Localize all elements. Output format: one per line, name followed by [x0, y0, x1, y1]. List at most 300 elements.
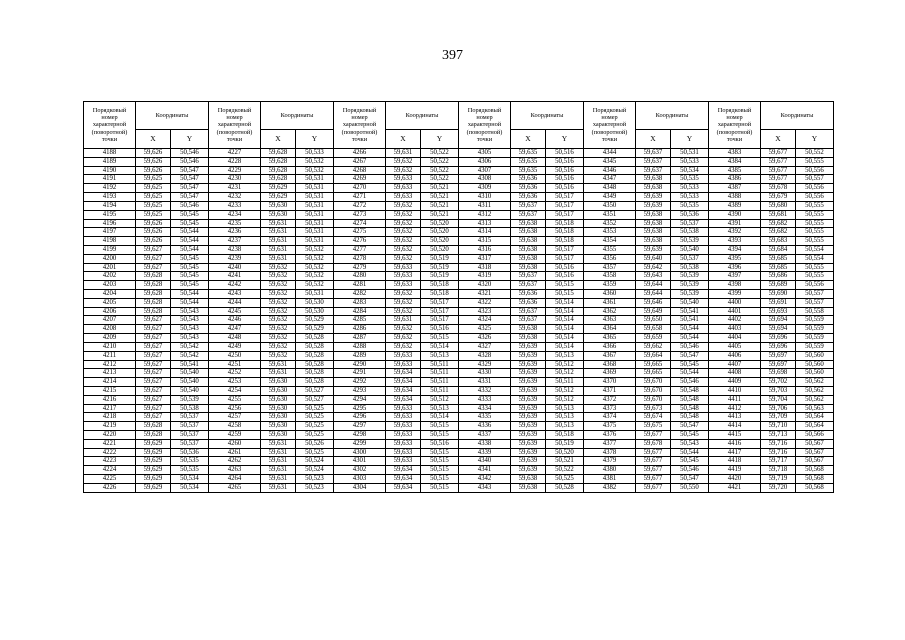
y-coordinate-cell: 50,535	[171, 457, 209, 466]
x-coordinate-cell: 59,697	[761, 351, 796, 360]
x-coordinate-cell: 59,639	[511, 431, 546, 440]
point-number-cell: 4211	[84, 351, 136, 360]
x-coordinate-cell: 59,631	[261, 237, 296, 246]
x-coordinate-cell: 59,632	[261, 316, 296, 325]
x-coordinate-cell: 59,677	[636, 448, 671, 457]
x-coordinate-cell: 59,632	[386, 166, 421, 175]
y-coordinate-cell: 50,539	[671, 290, 709, 299]
y-coordinate-cell: 50,545	[671, 360, 709, 369]
y-coordinate-cell: 50,543	[171, 316, 209, 325]
y-coordinate-cell: 50,536	[171, 448, 209, 457]
point-number-cell: 4389	[709, 201, 761, 210]
point-number-cell: 4342	[459, 475, 511, 484]
y-coordinate-cell: 50,531	[296, 228, 334, 237]
x-coordinate-cell: 59,686	[761, 272, 796, 281]
point-number-cell: 4227	[209, 149, 261, 158]
y-coordinate-cell: 50,523	[296, 475, 334, 484]
point-number-cell: 4408	[709, 369, 761, 378]
point-number-cell: 4289	[334, 351, 386, 360]
x-coordinate-cell: 59,706	[761, 404, 796, 413]
y-coordinate-cell: 50,538	[171, 404, 209, 413]
x-coordinate-cell: 59,638	[511, 483, 546, 492]
point-number-header: Порядковый номер характерной (поворотной) точки	[209, 102, 261, 149]
x-coordinate-cell: 59,638	[511, 334, 546, 343]
y-coordinate-cell: 50,531	[296, 193, 334, 202]
x-coordinate-cell: 59,693	[761, 307, 796, 316]
point-number-cell: 4266	[334, 149, 386, 158]
table-row	[84, 184, 834, 193]
x-coordinate-cell: 59,627	[136, 254, 171, 263]
x-coordinate-cell: 59,633	[386, 360, 421, 369]
x-coordinate-cell: 59,636	[511, 175, 546, 184]
y-coordinate-cell: 50,562	[796, 395, 834, 404]
x-coordinate-cell: 59,632	[386, 228, 421, 237]
x-coordinate-cell: 59,638	[511, 219, 546, 228]
x-coordinate-cell: 59,631	[261, 219, 296, 228]
table-row	[84, 307, 834, 316]
table-row	[84, 351, 834, 360]
x-coordinate-cell: 59,632	[386, 254, 421, 263]
table-row	[84, 219, 834, 228]
x-coordinate-cell: 59,633	[386, 175, 421, 184]
x-coordinate-cell: 59,633	[386, 413, 421, 422]
y-coordinate-cell: 50,532	[296, 254, 334, 263]
point-number-cell: 4250	[209, 351, 261, 360]
y-coordinate-cell: 50,560	[796, 360, 834, 369]
x-coordinate-cell: 59,633	[386, 351, 421, 360]
x-coordinate-cell: 59,627	[136, 404, 171, 413]
x-coordinate-cell: 59,635	[511, 149, 546, 158]
y-coordinate-cell: 50,559	[796, 325, 834, 334]
x-coordinate-cell: 59,625	[136, 201, 171, 210]
point-number-cell: 4378	[584, 448, 636, 457]
x-coordinate-cell: 59,704	[761, 395, 796, 404]
y-coordinate-cell: 50,512	[421, 395, 459, 404]
y-coordinate-cell: 50,518	[421, 281, 459, 290]
y-header: Y	[546, 130, 584, 149]
point-number-cell: 4212	[84, 360, 136, 369]
y-coordinate-cell: 50,537	[171, 439, 209, 448]
coordinates-header: Координаты	[511, 102, 584, 130]
point-number-cell: 4327	[459, 342, 511, 351]
y-coordinate-cell: 50,537	[671, 219, 709, 228]
point-number-cell: 4299	[334, 439, 386, 448]
point-number-cell: 4350	[584, 201, 636, 210]
point-number-cell: 4189	[84, 157, 136, 166]
point-number-cell: 4396	[709, 263, 761, 272]
point-number-cell: 4270	[334, 184, 386, 193]
y-coordinate-cell: 50,555	[796, 272, 834, 281]
point-number-cell: 4359	[584, 281, 636, 290]
point-number-cell: 4415	[709, 431, 761, 440]
y-coordinate-cell: 50,516	[421, 325, 459, 334]
y-coordinate-cell: 50,546	[671, 466, 709, 475]
y-coordinate-cell: 50,525	[296, 404, 334, 413]
x-coordinate-cell: 59,649	[636, 307, 671, 316]
y-coordinate-cell: 50,519	[421, 272, 459, 281]
y-coordinate-cell: 50,532	[296, 281, 334, 290]
x-coordinate-cell: 59,644	[636, 290, 671, 299]
point-number-cell: 4377	[584, 439, 636, 448]
y-coordinate-cell: 50,563	[796, 404, 834, 413]
y-coordinate-cell: 50,521	[421, 184, 459, 193]
x-coordinate-cell: 59,633	[386, 184, 421, 193]
point-number-cell: 4353	[584, 228, 636, 237]
x-coordinate-cell: 59,627	[136, 325, 171, 334]
x-coordinate-cell: 59,638	[511, 237, 546, 246]
y-coordinate-cell: 50,559	[796, 342, 834, 351]
x-coordinate-cell: 59,678	[636, 439, 671, 448]
point-number-cell: 4229	[209, 166, 261, 175]
x-coordinate-cell: 59,638	[511, 254, 546, 263]
y-coordinate-cell: 50,537	[671, 254, 709, 263]
y-coordinate-cell: 50,538	[671, 228, 709, 237]
point-number-cell: 4318	[459, 263, 511, 272]
y-coordinate-cell: 50,541	[671, 307, 709, 316]
point-number-cell: 4364	[584, 325, 636, 334]
point-number-cell: 4385	[709, 166, 761, 175]
x-coordinate-cell: 59,680	[761, 201, 796, 210]
table-row	[84, 448, 834, 457]
y-coordinate-cell: 50,515	[546, 290, 584, 299]
x-coordinate-cell: 59,639	[511, 360, 546, 369]
table-row	[84, 378, 834, 387]
x-coordinate-cell: 59,637	[636, 166, 671, 175]
table-row	[84, 201, 834, 210]
point-number-cell: 4348	[584, 184, 636, 193]
x-coordinate-cell: 59,627	[136, 245, 171, 254]
point-number-cell: 4317	[459, 254, 511, 263]
x-coordinate-cell: 59,627	[136, 334, 171, 343]
y-coordinate-cell: 50,540	[171, 378, 209, 387]
x-coordinate-cell: 59,631	[261, 439, 296, 448]
point-number-cell: 4311	[459, 201, 511, 210]
x-coordinate-cell: 59,639	[511, 422, 546, 431]
y-coordinate-cell: 50,514	[546, 334, 584, 343]
point-number-cell: 4405	[709, 342, 761, 351]
point-number-cell: 4375	[584, 422, 636, 431]
y-header: Y	[171, 130, 209, 149]
point-number-cell: 4285	[334, 316, 386, 325]
point-number-cell: 4419	[709, 466, 761, 475]
point-number-cell: 4267	[334, 157, 386, 166]
y-coordinate-cell: 50,531	[296, 219, 334, 228]
y-coordinate-cell: 50,542	[171, 342, 209, 351]
x-header: X	[636, 130, 671, 149]
y-coordinate-cell: 50,556	[796, 166, 834, 175]
point-number-cell: 4233	[209, 201, 261, 210]
point-number-cell: 4264	[209, 475, 261, 484]
y-coordinate-cell: 50,548	[671, 386, 709, 395]
table-row	[84, 316, 834, 325]
point-number-cell: 4361	[584, 298, 636, 307]
y-coordinate-cell: 50,560	[796, 351, 834, 360]
y-coordinate-cell: 50,555	[796, 219, 834, 228]
y-coordinate-cell: 50,543	[171, 307, 209, 316]
y-coordinate-cell: 50,535	[671, 201, 709, 210]
y-coordinate-cell: 50,513	[421, 404, 459, 413]
y-coordinate-cell: 50,556	[796, 184, 834, 193]
y-coordinate-cell: 50,545	[171, 263, 209, 272]
y-coordinate-cell: 50,543	[171, 334, 209, 343]
x-coordinate-cell: 59,628	[261, 157, 296, 166]
point-number-cell: 4249	[209, 342, 261, 351]
y-coordinate-cell: 50,514	[546, 316, 584, 325]
y-coordinate-cell: 50,512	[546, 360, 584, 369]
point-number-cell: 4371	[584, 386, 636, 395]
x-coordinate-cell: 59,631	[261, 483, 296, 492]
x-coordinate-cell: 59,632	[261, 298, 296, 307]
x-coordinate-cell: 59,628	[261, 166, 296, 175]
x-coordinate-cell: 59,629	[136, 483, 171, 492]
y-coordinate-cell: 50,528	[546, 483, 584, 492]
y-coordinate-cell: 50,515	[421, 483, 459, 492]
point-number-cell: 4404	[709, 334, 761, 343]
point-number-cell: 4354	[584, 237, 636, 246]
x-coordinate-cell: 59,638	[636, 228, 671, 237]
x-coordinate-cell: 59,639	[511, 404, 546, 413]
point-number-cell: 4313	[459, 219, 511, 228]
y-coordinate-cell: 50,513	[546, 404, 584, 413]
table-row	[84, 210, 834, 219]
point-number-cell: 4287	[334, 334, 386, 343]
y-coordinate-cell: 50,544	[171, 290, 209, 299]
x-coordinate-cell: 59,626	[136, 237, 171, 246]
point-number-cell: 4196	[84, 219, 136, 228]
x-coordinate-cell: 59,625	[136, 184, 171, 193]
point-number-cell: 4307	[459, 166, 511, 175]
x-coordinate-cell: 59,632	[386, 210, 421, 219]
x-coordinate-cell: 59,627	[136, 395, 171, 404]
x-coordinate-cell: 59,630	[261, 413, 296, 422]
x-coordinate-cell: 59,628	[261, 175, 296, 184]
y-coordinate-cell: 50,517	[421, 316, 459, 325]
y-coordinate-cell: 50,521	[421, 193, 459, 202]
y-coordinate-cell: 50,517	[421, 298, 459, 307]
x-coordinate-cell: 59,632	[386, 237, 421, 246]
x-coordinate-cell: 59,627	[136, 351, 171, 360]
point-number-cell: 4204	[84, 290, 136, 299]
x-coordinate-cell: 59,684	[761, 245, 796, 254]
point-number-cell: 4291	[334, 369, 386, 378]
point-number-cell: 4253	[209, 378, 261, 387]
x-coordinate-cell: 59,632	[386, 325, 421, 334]
point-number-cell: 4260	[209, 439, 261, 448]
point-number-cell: 4341	[459, 466, 511, 475]
point-number-cell: 4203	[84, 281, 136, 290]
point-number-cell: 4329	[459, 360, 511, 369]
x-coordinate-cell: 59,642	[636, 263, 671, 272]
point-number-cell: 4338	[459, 439, 511, 448]
table-row	[84, 149, 834, 158]
y-coordinate-cell: 50,530	[296, 307, 334, 316]
point-number-cell: 4257	[209, 413, 261, 422]
x-coordinate-cell: 59,677	[636, 431, 671, 440]
x-coordinate-cell: 59,675	[636, 422, 671, 431]
y-coordinate-cell: 50,525	[296, 413, 334, 422]
point-number-cell: 4215	[84, 386, 136, 395]
point-number-cell: 4269	[334, 175, 386, 184]
x-coordinate-cell: 59,634	[386, 395, 421, 404]
point-number-cell: 4320	[459, 281, 511, 290]
point-number-cell: 4277	[334, 245, 386, 254]
point-number-header: Порядковый номер характерной (поворотной) точки	[84, 102, 136, 149]
table-row	[84, 369, 834, 378]
y-coordinate-cell: 50,559	[796, 316, 834, 325]
table-row	[84, 483, 834, 492]
x-coordinate-cell: 59,630	[261, 210, 296, 219]
point-number-header: Порядковый номер характерной (поворотной) точки	[334, 102, 386, 149]
x-coordinate-cell: 59,629	[261, 193, 296, 202]
y-coordinate-cell: 50,515	[421, 431, 459, 440]
y-coordinate-cell: 50,526	[296, 439, 334, 448]
y-coordinate-cell: 50,535	[171, 466, 209, 475]
y-coordinate-cell: 50,533	[671, 193, 709, 202]
table-row	[84, 342, 834, 351]
x-coordinate-cell: 59,703	[761, 386, 796, 395]
x-coordinate-cell: 59,632	[386, 245, 421, 254]
x-coordinate-cell: 59,633	[386, 448, 421, 457]
point-number-cell: 4256	[209, 404, 261, 413]
y-coordinate-cell: 50,556	[796, 281, 834, 290]
x-coordinate-cell: 59,632	[386, 334, 421, 343]
y-coordinate-cell: 50,520	[421, 219, 459, 228]
x-coordinate-cell: 59,690	[761, 290, 796, 299]
point-number-cell: 4303	[334, 475, 386, 484]
y-coordinate-cell: 50,528	[296, 342, 334, 351]
y-coordinate-cell: 50,539	[671, 272, 709, 281]
x-coordinate-cell: 59,643	[636, 272, 671, 281]
y-coordinate-cell: 50,544	[671, 448, 709, 457]
x-coordinate-cell: 59,670	[636, 386, 671, 395]
point-number-cell: 4191	[84, 175, 136, 184]
x-coordinate-cell: 59,639	[511, 413, 546, 422]
point-number-cell: 4355	[584, 245, 636, 254]
y-coordinate-cell: 50,564	[796, 422, 834, 431]
x-coordinate-cell: 59,626	[136, 149, 171, 158]
y-coordinate-cell: 50,528	[296, 351, 334, 360]
point-number-cell: 4358	[584, 272, 636, 281]
point-number-cell: 4276	[334, 237, 386, 246]
x-coordinate-cell: 59,633	[386, 422, 421, 431]
x-coordinate-cell: 59,629	[136, 448, 171, 457]
y-coordinate-cell: 50,546	[171, 157, 209, 166]
y-coordinate-cell: 50,519	[421, 263, 459, 272]
x-coordinate-cell: 59,640	[636, 254, 671, 263]
y-coordinate-cell: 50,511	[546, 378, 584, 387]
point-number-cell: 4241	[209, 272, 261, 281]
x-coordinate-cell: 59,639	[511, 466, 546, 475]
x-coordinate-cell: 59,639	[636, 193, 671, 202]
x-coordinate-cell: 59,670	[636, 378, 671, 387]
x-coordinate-cell: 59,628	[136, 272, 171, 281]
y-coordinate-cell: 50,548	[671, 395, 709, 404]
x-coordinate-cell: 59,632	[261, 334, 296, 343]
point-number-cell: 4190	[84, 166, 136, 175]
point-number-cell: 4393	[709, 237, 761, 246]
point-number-cell: 4308	[459, 175, 511, 184]
y-coordinate-cell: 50,545	[171, 272, 209, 281]
x-coordinate-cell: 59,658	[636, 325, 671, 334]
point-number-cell: 4292	[334, 378, 386, 387]
x-coordinate-cell: 59,632	[261, 290, 296, 299]
x-coordinate-cell: 59,628	[136, 431, 171, 440]
y-coordinate-cell: 50,537	[171, 431, 209, 440]
x-coordinate-cell: 59,631	[261, 360, 296, 369]
point-number-cell: 4343	[459, 483, 511, 492]
x-coordinate-cell: 59,627	[136, 378, 171, 387]
x-coordinate-cell: 59,633	[386, 404, 421, 413]
y-coordinate-cell: 50,546	[671, 378, 709, 387]
y-coordinate-cell: 50,538	[671, 263, 709, 272]
x-coordinate-cell: 59,677	[761, 166, 796, 175]
x-coordinate-cell: 59,639	[511, 448, 546, 457]
x-coordinate-cell: 59,716	[761, 448, 796, 457]
table-row	[84, 422, 834, 431]
x-coordinate-cell: 59,639	[636, 201, 671, 210]
table-body	[84, 149, 834, 493]
table-row	[84, 157, 834, 166]
x-coordinate-cell: 59,631	[261, 457, 296, 466]
x-coordinate-cell: 59,638	[636, 237, 671, 246]
y-coordinate-cell: 50,542	[171, 351, 209, 360]
point-number-cell: 4306	[459, 157, 511, 166]
y-coordinate-cell: 50,518	[546, 219, 584, 228]
coordinates-header: Координаты	[136, 102, 209, 130]
y-coordinate-cell: 50,533	[671, 184, 709, 193]
y-coordinate-cell: 50,531	[296, 210, 334, 219]
x-coordinate-cell: 59,632	[386, 219, 421, 228]
point-number-cell: 4255	[209, 395, 261, 404]
coordinates-header: Координаты	[761, 102, 834, 130]
point-number-cell: 4221	[84, 439, 136, 448]
x-header: X	[511, 130, 546, 149]
point-number-cell: 4242	[209, 281, 261, 290]
y-coordinate-cell: 50,534	[171, 475, 209, 484]
y-coordinate-cell: 50,516	[546, 149, 584, 158]
y-coordinate-cell: 50,520	[421, 245, 459, 254]
point-number-header: Порядковый номер характерной (поворотной) точки	[584, 102, 636, 149]
point-number-cell: 4199	[84, 245, 136, 254]
y-coordinate-cell: 50,517	[421, 307, 459, 316]
point-number-cell: 4206	[84, 307, 136, 316]
y-coordinate-cell: 50,517	[546, 210, 584, 219]
x-coordinate-cell: 59,716	[761, 439, 796, 448]
x-coordinate-cell: 59,678	[761, 184, 796, 193]
x-coordinate-cell: 59,631	[386, 316, 421, 325]
point-number-cell: 4198	[84, 237, 136, 246]
point-number-cell: 4268	[334, 166, 386, 175]
point-number-cell: 4222	[84, 448, 136, 457]
y-coordinate-cell: 50,540	[671, 298, 709, 307]
y-header: Y	[296, 130, 334, 149]
point-number-cell: 4397	[709, 272, 761, 281]
y-coordinate-cell: 50,554	[796, 254, 834, 263]
x-coordinate-cell: 59,631	[261, 466, 296, 475]
y-coordinate-cell: 50,528	[296, 360, 334, 369]
y-coordinate-cell: 50,513	[546, 351, 584, 360]
x-coordinate-cell: 59,627	[136, 316, 171, 325]
point-number-cell: 4395	[709, 254, 761, 263]
point-number-cell: 4334	[459, 404, 511, 413]
point-number-cell: 4331	[459, 378, 511, 387]
point-number-cell: 4325	[459, 325, 511, 334]
y-coordinate-cell: 50,557	[796, 298, 834, 307]
y-header: Y	[796, 130, 834, 149]
x-coordinate-cell: 59,638	[636, 184, 671, 193]
point-number-cell: 4390	[709, 210, 761, 219]
y-coordinate-cell: 50,555	[796, 210, 834, 219]
